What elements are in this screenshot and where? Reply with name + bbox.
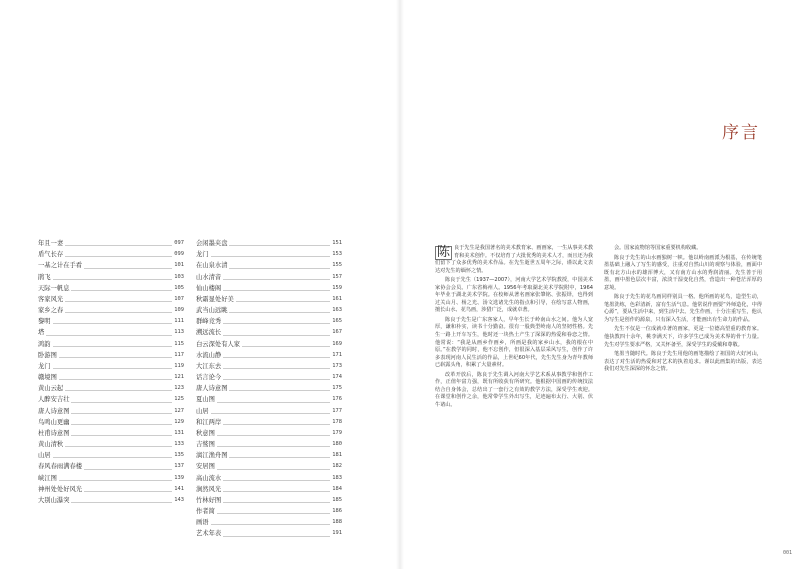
- toc-entry[interactable]: [196, 361, 342, 372]
- toc-entry-title: 黄山清秋: [38, 441, 64, 449]
- toc-entry[interactable]: [196, 294, 342, 305]
- toc-entry-title: 秋霜显处好美: [196, 295, 234, 303]
- toc-entry-page: 178: [332, 418, 342, 425]
- toc-entry-title: 武当山远眺: [196, 307, 228, 315]
- toc-entry-page: 180: [332, 441, 342, 448]
- toc-entry[interactable]: [38, 249, 184, 260]
- dot-leader: [71, 402, 172, 403]
- preface-paragraph: 陈 良于先生是我国著名的美术教育家、画画家，一生从事美术教育和美术创作。不仅培育了大批优秀的美术人才，而且还为我们留下了众多优秀的美术作品。在先生逝世五周年之际，谨以此文表达对先生的缅怀之情。: [435, 245, 593, 274]
- dot-leader: [217, 446, 330, 447]
- dot-leader: [229, 457, 330, 458]
- dot-leader: [229, 268, 330, 269]
- preface-paragraph: 会。国家流物馆等国家重要机构收藏。: [614, 245, 702, 251]
- dot-leader: [223, 491, 330, 492]
- toc-entry[interactable]: [196, 339, 342, 350]
- dot-leader: [211, 256, 331, 257]
- toc-entry-title: 黄山云起: [38, 385, 64, 393]
- toc-entry[interactable]: [196, 249, 342, 260]
- toc-entry-page: 139: [174, 474, 184, 481]
- toc-entry[interactable]: [38, 294, 184, 305]
- toc-entry[interactable]: [196, 461, 342, 472]
- dot-leader: [71, 413, 172, 414]
- toc-entry[interactable]: [196, 327, 342, 338]
- toc-entry-title: 天际一帆息: [38, 284, 70, 292]
- preface-column-1: [435, 245, 593, 411]
- preface-paragraph: 改革开放后，陈良于先生调入河南大学艺术系从事教学和创作工作，正值年富力强，既有所收获有所研究。他根据中国画的传统技法结合自身体会，总结出了一套行之有效的教学方法，深受学生欢迎。在课堂和创作之余，他常带学生外出写生，足迹遍布太行、大别、伏牛诸山。: [435, 371, 593, 408]
- toc-entry-page: 137: [174, 463, 184, 470]
- dot-leader: [229, 312, 330, 313]
- toc-entry[interactable]: [38, 450, 184, 461]
- book-gutter: [396, 0, 404, 569]
- toc-entry-page: 097: [174, 239, 184, 246]
- dot-leader: [236, 301, 330, 302]
- toc-entry[interactable]: [196, 283, 342, 294]
- preface-paragraph: 陈良于先生是广东客家人，早年生长于岭南山水之间。他为人宽厚，谦和朴实，读书十分勤奋。很有一股典型岭南人的坚韧性格。先生一路上开车写生，他时还一块热土产生了深深的热爱和眷恋之情。他常说：“我是从画乡作画乡，所画是我的家乡山水，我的根在中原。”在教学的同时，他不忘创作，但很深入基层采风写生，创作了许多表现河南人民生活的作品，上世纪60年代，先生先生身为青年教师已崭露头角，积累了大量素材。: [435, 316, 593, 369]
- toc-entry-page: 161: [332, 295, 342, 302]
- toc-entry[interactable]: [38, 339, 184, 350]
- toc-entry[interactable]: [38, 283, 184, 294]
- toc-entry-title: 溯远流长: [196, 329, 222, 337]
- toc-entry-title: 盾气长存: [38, 251, 64, 259]
- dot-leader: [53, 368, 173, 369]
- toc-entry-title: 白云深处有人家: [196, 340, 241, 348]
- dot-leader: [53, 457, 173, 458]
- dot-leader: [223, 424, 330, 425]
- dot-leader: [53, 323, 173, 324]
- dot-leader: [217, 469, 330, 470]
- toc-entry[interactable]: [38, 316, 184, 327]
- toc-entry[interactable]: [196, 428, 342, 439]
- toc-entry-title: 群峰竞秀: [196, 318, 222, 326]
- toc-entry-title: 年且一妻: [38, 239, 64, 247]
- toc-entry-title: 春风春雨满春楼: [38, 463, 83, 471]
- toc-entry-page: 184: [332, 485, 342, 492]
- toc-entry-page: 157: [332, 273, 342, 280]
- toc-entry[interactable]: [196, 383, 342, 394]
- toc-entry-title: 唐人诗意图: [38, 407, 70, 415]
- dot-leader: [53, 346, 173, 347]
- toc-entry-title: 在山泉水清: [196, 262, 228, 270]
- toc-entry-title: 艺术年表: [196, 530, 222, 538]
- toc-entry[interactable]: [38, 461, 184, 472]
- toc-entry-page: 165: [332, 318, 342, 325]
- toc-entry-page: 113: [174, 329, 184, 336]
- toc-entry[interactable]: [196, 238, 342, 249]
- toc-entry-title: 山水清音: [196, 273, 222, 281]
- page-number: 001: [783, 550, 793, 556]
- toc-entry[interactable]: [196, 484, 342, 495]
- toc-entry-page: 099: [174, 251, 184, 258]
- toc-entry[interactable]: [196, 260, 342, 271]
- toc-entry-page: 129: [174, 418, 184, 425]
- dot-leader: [229, 390, 330, 391]
- toc-entry-title: 安居图: [196, 463, 215, 471]
- toc-entry-title: 竹林好图: [196, 496, 222, 504]
- toc-entry-page: 163: [332, 307, 342, 314]
- toc-entry-title: 会闲墨夹盘: [196, 239, 228, 247]
- toc-entry-page: 107: [174, 295, 184, 302]
- toc-entry-title: 大江东去: [196, 362, 222, 370]
- dot-leader: [211, 413, 331, 414]
- dot-leader: [217, 435, 330, 436]
- toc-entry[interactable]: [196, 528, 342, 539]
- toc-entry-title: 吉鹫图: [196, 441, 215, 449]
- toc-entry-page: 174: [332, 374, 342, 381]
- toc-entry[interactable]: [196, 517, 342, 528]
- dot-leader: [65, 301, 172, 302]
- toc-entry[interactable]: [196, 439, 342, 450]
- toc-entry[interactable]: [196, 450, 342, 461]
- toc-entry-page: 111: [174, 318, 184, 325]
- toc-entry[interactable]: [38, 238, 184, 249]
- toc-entry-page: 182: [332, 463, 342, 470]
- toc-column-2: [196, 238, 342, 540]
- dot-leader: [84, 469, 172, 470]
- toc-entry-title: 大别山瀑突: [38, 496, 70, 504]
- toc-entry-page: 173: [332, 362, 342, 369]
- dot-leader: [46, 335, 172, 336]
- dot-leader: [59, 379, 172, 380]
- toc-entry-title: 鸟鸣山更幽: [38, 418, 70, 426]
- dot-leader: [223, 279, 330, 280]
- dot-leader: [229, 245, 330, 246]
- toc-entry-page: 127: [174, 407, 184, 414]
- dot-leader: [223, 502, 330, 503]
- toc-entry[interactable]: [196, 272, 342, 283]
- toc-entry-title: 赣境图: [38, 374, 57, 382]
- toc-entry-page: 141: [174, 485, 184, 492]
- preface-paragraph: 陈良于先生的花鸟画同样别具一格。他所画的花鸟，造型生动，笔墨洗练，色彩清新，富有生活气息。他常说作画要“外师造化，中得心源”，要从生活中来，到生活中去。先生作画，十分注重写生，他认为写生是创作的源泉，只有深入生活，才能画出有生命力的作品。: [604, 294, 762, 323]
- preface-paragraph: 先生不仅是一位成就卓著的画家，更是一位德高望重的教育家。他执教四十余年，桃李满天下，许多学生已成为美术界的骨干力量。先生对学生要求严格，又关怀备至，深受学生的爱戴和尊敬。: [604, 326, 762, 348]
- dot-leader: [71, 502, 172, 503]
- toc-entry-title: 塔: [38, 329, 45, 337]
- toc-entry-title: 水流山静: [196, 351, 222, 359]
- toc-entry[interactable]: [196, 394, 342, 405]
- toc-entry-title: 山居: [196, 407, 209, 415]
- toc-entry[interactable]: [196, 350, 342, 361]
- toc-entry-title: 漓江渔舟图: [196, 452, 228, 460]
- toc-entry[interactable]: [196, 406, 342, 417]
- toc-entry-page: 103: [174, 273, 184, 280]
- toc-entry[interactable]: [38, 383, 184, 394]
- toc-entry[interactable]: [196, 495, 342, 506]
- toc-entry[interactable]: [196, 316, 342, 327]
- dot-leader: [53, 279, 173, 280]
- toc-entry[interactable]: [38, 495, 184, 506]
- toc-entry-page: 135: [174, 452, 184, 459]
- toc-entry-page: 121: [174, 374, 184, 381]
- dot-leader: [223, 323, 330, 324]
- toc-entry[interactable]: [38, 361, 184, 372]
- toc-entry-title: 高山流水: [196, 474, 222, 482]
- toc-entry-page: 169: [332, 340, 342, 347]
- preface-heading: 序言: [722, 123, 760, 143]
- toc-entry[interactable]: [196, 473, 342, 484]
- toc-entry-page: 176: [332, 396, 342, 403]
- toc-entry-title: 山居: [38, 452, 51, 460]
- toc-entry-title: 鹃飞: [38, 273, 51, 281]
- toc-entry-page: 123: [174, 385, 184, 392]
- dot-leader: [84, 268, 172, 269]
- dot-leader: [242, 346, 330, 347]
- toc-entry-page: 143: [174, 496, 184, 503]
- toc-column-1: [38, 238, 184, 506]
- toc-entry[interactable]: [38, 350, 184, 361]
- toc-entry-title: 秋意图: [196, 429, 215, 437]
- toc-entry[interactable]: [38, 372, 184, 383]
- toc-entry-title: 杜甫诗意图: [38, 429, 70, 437]
- toc-entry-title: 作者简: [196, 508, 215, 516]
- toc-entry-page: 181: [332, 452, 342, 459]
- toc-entry-page: 153: [332, 251, 342, 258]
- toc-entry-page: 175: [332, 385, 342, 392]
- toc-entry[interactable]: [38, 439, 184, 450]
- toc-entry-page: 101: [174, 262, 184, 269]
- toc-entry-page: 183: [332, 474, 342, 481]
- toc-entry[interactable]: [38, 327, 184, 338]
- dot-leader: [217, 402, 330, 403]
- dot-leader: [211, 524, 331, 525]
- dot-leader: [65, 312, 172, 313]
- toc-entry-page: 186: [332, 508, 342, 515]
- dot-leader: [223, 368, 330, 369]
- toc-entry-page: 131: [174, 429, 184, 436]
- toc-entry[interactable]: [196, 506, 342, 517]
- dot-leader: [223, 536, 330, 537]
- toc-entry[interactable]: [38, 484, 184, 495]
- dot-leader: [84, 491, 172, 492]
- dot-leader: [65, 390, 172, 391]
- toc-entry-page: 191: [332, 530, 342, 537]
- toc-entry[interactable]: [38, 272, 184, 283]
- toc-entry[interactable]: [38, 406, 184, 417]
- toc-entry-title: 龙门: [38, 362, 51, 370]
- toc-entry-page: 155: [332, 262, 342, 269]
- toc-entry-title: 鸿韵: [38, 340, 51, 348]
- dot-leader: [71, 424, 172, 425]
- dot-leader: [65, 245, 172, 246]
- dot-leader: [71, 290, 172, 291]
- toc-entry-page: 109: [174, 307, 184, 314]
- toc-entry-title: 唐人诗意图: [196, 385, 228, 393]
- drop-cap: 陈: [437, 245, 451, 260]
- dot-leader: [65, 256, 172, 257]
- toc-entry-page: 159: [332, 284, 342, 291]
- toc-entry-page: 171: [332, 351, 342, 358]
- preface-paragraph: 陈良于先生（1937—2007），河南大学艺术学院教授，中国美术家协会会员。广东省梅州人。1956年考取湖北美术学院附中，1964年毕业于湖北美术学院。在校师从著名画家张肇铭、张振铎，也得到过关山月、杨之光、汤文选诸先生的指点和引导，在绘写意人物画，擅长山水、花鸟画，涉猎广泛，成就卓著。: [435, 277, 593, 314]
- toc-entry-title: 夏山图: [196, 396, 215, 404]
- toc-entry-title: 一基之计在手看: [38, 262, 83, 270]
- toc-entry-page: 119: [174, 362, 184, 369]
- toc-entry-page: 105: [174, 284, 184, 291]
- toc-entry-page: 188: [332, 519, 342, 526]
- dot-leader: [217, 513, 330, 514]
- dot-leader: [71, 435, 172, 436]
- toc-entry[interactable]: [196, 417, 342, 428]
- toc-entry[interactable]: [38, 428, 184, 439]
- dot-leader: [223, 357, 330, 358]
- toc-entry[interactable]: [38, 473, 184, 484]
- toc-entry-page: 177: [332, 407, 342, 414]
- toc-entry[interactable]: [38, 417, 184, 428]
- preface-paragraph: 陈良于先生的山水画独树一帜。他以岭南画派为根基，在传统笔墨基础上融入了写生的感受，注重对自然山川的观察与体验，画面中既有北方山水的雄浑博大，又有南方山水的秀润清丽。先生善于用墨，画中墨色层次丰富，浓淡干湿变化自然，营造出一种苍茫浑厚的意境。: [604, 254, 762, 291]
- toc-entry-page: 151: [332, 239, 342, 246]
- toc-entry-title: 峡江图: [38, 474, 57, 482]
- toc-entry[interactable]: [196, 305, 342, 316]
- toc-entry-page: 133: [174, 441, 184, 448]
- toc-entry[interactable]: [38, 305, 184, 316]
- dot-leader: [223, 335, 330, 336]
- toc-entry-page: 117: [174, 351, 184, 358]
- toc-entry-title: 和江两岸: [196, 418, 222, 426]
- dot-leader: [223, 290, 330, 291]
- preface-paragraph: 笔墨当随时代。陈良于先生用他的画笔描绘了祖国的大好河山，表达了对生活的热爱和对艺术的执着追求。谨以此画集的出版，表达我们对先生深深的怀念之情。: [604, 351, 762, 373]
- dot-leader: [223, 379, 330, 380]
- toc-entry-title: 龙门: [196, 251, 209, 259]
- toc-entry-page: 115: [174, 340, 184, 347]
- dot-leader: [65, 446, 172, 447]
- toc-entry[interactable]: [196, 372, 342, 383]
- toc-entry-title: 话言论今: [196, 374, 222, 382]
- toc-entry-title: 涧然风光: [196, 485, 222, 493]
- toc-entry-title: 黎明: [38, 318, 51, 326]
- dot-leader: [59, 480, 172, 481]
- toc-entry-title: 卧游图: [38, 351, 57, 359]
- toc-entry-page: 179: [332, 429, 342, 436]
- toc-entry-page: 167: [332, 329, 342, 336]
- toc-entry-title: 客家风光: [38, 295, 64, 303]
- dot-leader: [59, 357, 172, 358]
- toc-entry[interactable]: [38, 394, 184, 405]
- toc-entry[interactable]: [38, 260, 184, 271]
- toc-entry-title: 神州处处好风光: [38, 485, 83, 493]
- toc-entry-title: 仙山楼阁: [196, 284, 222, 292]
- toc-entry-page: 185: [332, 496, 342, 503]
- toc-entry-title: 画语: [196, 519, 209, 527]
- toc-entry-title: 人醉安吉壮: [38, 396, 70, 404]
- toc-entry-page: 125: [174, 396, 184, 403]
- dot-leader: [223, 480, 330, 481]
- toc-entry-title: 家乡之春: [38, 307, 64, 315]
- preface-column-2: [604, 245, 762, 376]
